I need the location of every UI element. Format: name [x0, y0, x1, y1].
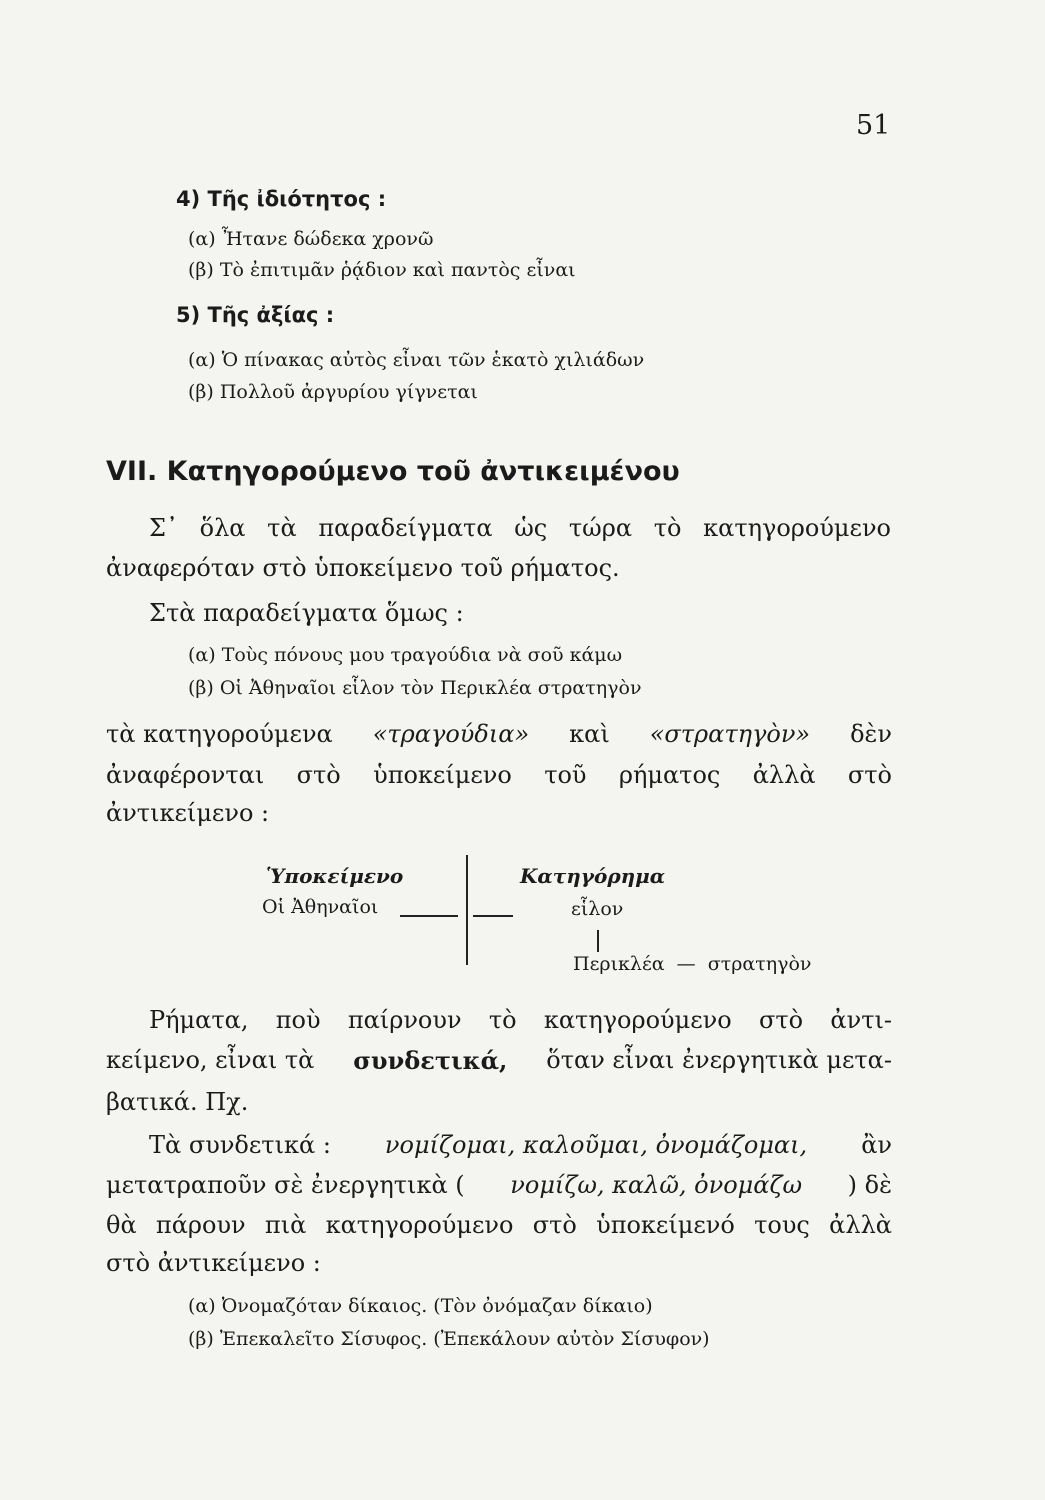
section-5-example-b: (β) Πολλοῦ ἀργυρίου γίγνεται: [188, 381, 478, 403]
diagram-subject-line: [400, 915, 458, 917]
paragraph-3-line-2: ἀναφέρονται στὸ ὑποκείμενο τοῦ ρήματος ἀλλὰ στὸ: [106, 761, 892, 789]
bold-term-syndetika: συνδετικά,: [353, 1046, 508, 1075]
page-number: 51: [856, 110, 891, 141]
diagram-object-text: Περικλέα: [573, 953, 665, 975]
paragraph-4-line-3: βατικά. Πχ.: [106, 1088, 249, 1116]
paragraph-4-text: ὅταν εἶναι ἐνεργητικὰ μετα-: [546, 1046, 892, 1074]
paragraph-5-example-b: (β) Ἐπεκαλεῖτο Σίσυφος. (Ἐπεκάλουν αὐτὸν Σίσυφον): [188, 1328, 710, 1350]
paragraph-5-text: ἂν: [861, 1131, 892, 1159]
section-7-example-b: (β) Οἱ Ἀθηναῖοι εἷλον τὸν Περικλέα στρατηγὸν: [188, 677, 642, 699]
section-4-heading: 4) Τῆς ἰδιότητος :: [176, 187, 387, 211]
paragraph-5-line-4: στὸ ἀντικείμενο :: [106, 1249, 321, 1277]
paragraph-5-text: Τὰ συνδετικά :: [149, 1131, 331, 1159]
section-5-example-a: (α) Ὁ πίνακας αὐτὸς εἶναι τῶν ἑκατὸ χιλιάδων: [188, 349, 645, 371]
paragraph-4-line-2: [106, 1046, 892, 1075]
diagram-verb: εἷλον: [571, 898, 624, 920]
paragraph-3-line-1: [106, 720, 892, 748]
paragraph-3-line-3: ἀντικείμενο :: [106, 799, 270, 827]
diagram-divider: [466, 855, 468, 965]
paragraph-5-line-3: θὰ πάρουν πιὰ κατηγορούμενο στὸ ὑποκείμενό τους ἀλλὰ: [106, 1211, 892, 1239]
italic-verbs-passive: νομίζομαι, καλοῦμαι, ὀνομάζομαι,: [384, 1131, 808, 1159]
section-7-title: VII. Κατηγορούμενο τοῦ ἀντικειμένου: [106, 456, 680, 487]
paragraph-5-example-a: (α) Ὀνομαζόταν δίκαιος. (Τὸν ὀνόμαζαν δίκαιο): [188, 1295, 653, 1317]
diagram-complement: στρατηγὸν: [707, 953, 812, 975]
paragraph-3-text: τὰ κατηγορούμενα: [106, 720, 333, 748]
paragraph-4-line-1: Ρήματα, ποὺ παίρνουν τὸ κατηγορούμενο στὸ ἀντι-: [149, 1006, 892, 1034]
diagram-predicate-header: Κατηγόρημα: [520, 864, 666, 888]
section-4-example-b: (β) Τὸ ἐπιτιμᾶν ῥᾴδιον καὶ παντὸς εἶναι: [188, 259, 576, 281]
paragraph-5-text: ) δὲ: [847, 1171, 892, 1199]
section-4-example-a: (α) Ἦτανε δώδεκα χρονῶ: [188, 228, 434, 250]
paragraph-5-line-1: [149, 1131, 892, 1159]
diagram-object-connector: [597, 930, 599, 952]
paragraph-3-text: δὲν: [850, 720, 892, 748]
paragraph-5-line-2: [106, 1171, 892, 1199]
italic-verbs-active: νομίζω, καλῶ, ὀνομάζω: [510, 1171, 803, 1199]
section-5-heading: 5) Τῆς ἀξίας :: [176, 303, 335, 327]
diagram-object: [573, 953, 811, 975]
paragraph-2: Στὰ παραδείγματα ὅμως :: [149, 599, 464, 627]
paragraph-5-text: μετατραποῦν σὲ ἐνεργητικὰ (: [106, 1171, 465, 1199]
paragraph-1-line-1: Σ᾽ ὅλα τὰ παραδείγματα ὡς τώρα τὸ κατηγορούμενο: [149, 514, 891, 542]
paragraph-1-line-2: ἀναφερόταν στὸ ὑποκείμενο τοῦ ρήματος.: [106, 554, 620, 582]
diagram-dash: —: [676, 953, 696, 975]
diagram-subject-header: Ὑποκείμενο: [266, 864, 404, 888]
diagram-subject: Οἱ Ἀθηναῖοι: [262, 896, 379, 918]
diagram-predicate-line: [473, 915, 513, 917]
section-7-example-a: (α) Τοὺς πόνους μου τραγούδια νὰ σοῦ κάμω: [188, 644, 623, 666]
quoted-term-tragoudia: «τραγούδια»: [372, 720, 530, 748]
quoted-term-stratigon: «στρατηγὸν»: [649, 720, 811, 748]
paragraph-3-text: καὶ: [569, 720, 610, 748]
paragraph-4-text: κείμενο, εἶναι τὰ: [106, 1046, 315, 1074]
